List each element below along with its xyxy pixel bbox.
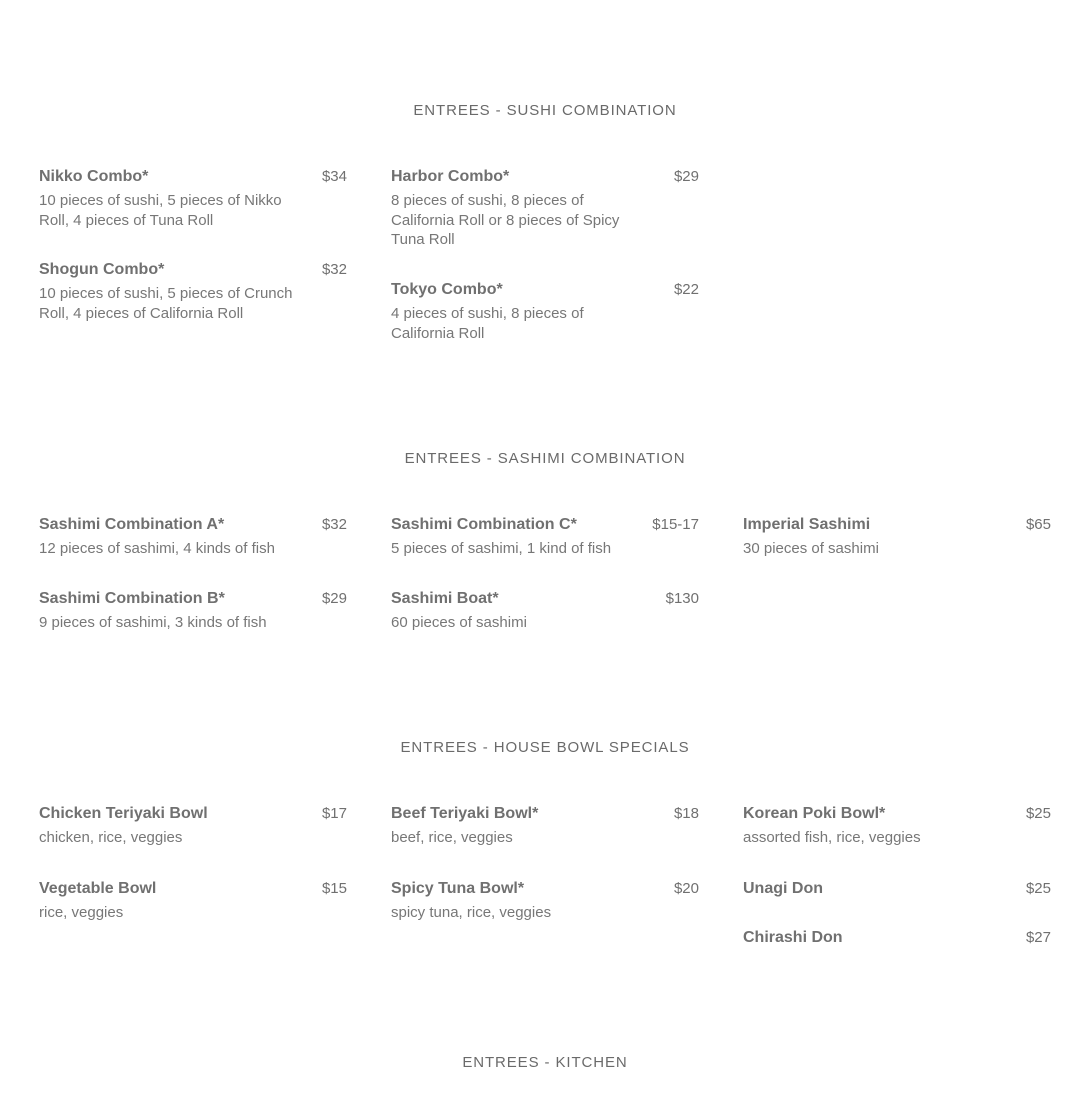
menu-item-price: $18 (673, 805, 699, 822)
menu-item-price: $15-17 (652, 516, 699, 533)
section-title-kitchen: ENTREES - KITCHEN (462, 1054, 628, 1071)
menu-item-vegetable-bowl (39, 879, 347, 923)
section-title-sushi-combination: ENTREES - SUSHI COMBINATION (413, 102, 677, 119)
menu-item-name: Shogun Combo* (39, 261, 165, 278)
menu-item-price: $27 (1025, 929, 1051, 946)
menu-item-name: Tokyo Combo* (391, 281, 503, 298)
menu-item-price: $65 (1025, 516, 1051, 533)
menu-item-price: $32 (321, 516, 347, 533)
menu-item-shogun-combo (39, 260, 347, 323)
menu-item-sashimi-combination-a (39, 515, 347, 559)
menu-item-name: Sashimi Combination A* (39, 516, 225, 533)
menu-item-description: 9 pieces of sashimi, 3 kinds of fish (39, 614, 267, 631)
menu-item-price: $130 (665, 590, 699, 607)
menu-item-name: Chirashi Don (743, 929, 843, 946)
menu-item-chicken-teriyaki-bowl (39, 804, 347, 848)
menu-item-sashimi-boat (391, 589, 699, 633)
menu-item-description: 5 pieces of sashimi, 1 kind of fish (391, 540, 612, 557)
menu-item-description: 4 pieces of sushi, 8 pieces of California Roll (391, 305, 584, 342)
menu-item-description: 30 pieces of sashimi (743, 540, 879, 557)
menu-item-sashimi-combination-b (39, 589, 347, 633)
menu-item-price: $32 (321, 261, 347, 278)
menu-item-description: 10 pieces of sushi, 5 pieces of Crunch Roll, 4 pieces of California Roll (39, 285, 293, 322)
menu-item-name: Vegetable Bowl (39, 880, 157, 897)
menu-item-description: 8 pieces of sushi, 8 pieces of California Roll or 8 pieces of Spicy Tuna Roll (391, 192, 620, 248)
menu-item-price: $22 (673, 281, 699, 298)
menu-item-description: 12 pieces of sashimi, 4 kinds of fish (39, 540, 275, 557)
menu-item-name: Beef Teriyaki Bowl* (391, 805, 539, 822)
section-title-sashimi-combination: ENTREES - SASHIMI COMBINATION (404, 450, 686, 467)
menu-item-name: Chicken Teriyaki Bowl (39, 805, 208, 822)
menu-item-spicy-tuna-bowl (391, 879, 699, 923)
menu-item-name: Unagi Don (743, 880, 823, 897)
menu-item-price: $34 (321, 168, 347, 185)
menu-item-name: Spicy Tuna Bowl* (391, 880, 525, 897)
menu-item-korean-poki-bowl (743, 804, 1051, 848)
menu-item-description: assorted fish, rice, veggies (743, 829, 921, 846)
menu-item-description: 60 pieces of sashimi (391, 614, 527, 631)
menu-item-description: spicy tuna, rice, veggies (391, 904, 552, 921)
menu-item-harbor-combo (391, 167, 699, 250)
menu-item-description: rice, veggies (39, 904, 124, 921)
menu-item-name: Sashimi Combination B* (39, 590, 225, 607)
menu-item-price: $20 (673, 880, 699, 897)
menu-item-price: $25 (1025, 805, 1051, 822)
menu-item-beef-teriyaki-bowl (391, 804, 699, 848)
menu-item-name: Harbor Combo* (391, 168, 510, 185)
menu-item-nikko-combo (39, 167, 347, 230)
menu-item-price: $29 (673, 168, 699, 185)
menu-item-name: Sashimi Boat* (391, 590, 499, 607)
menu-item-tokyo-combo (391, 280, 699, 343)
menu-item-name: Korean Poki Bowl* (743, 805, 886, 822)
menu-item-description: chicken, rice, veggies (39, 829, 183, 846)
menu-item-imperial-sashimi (743, 515, 1051, 559)
menu-item-description: beef, rice, veggies (391, 829, 513, 846)
menu-item-name: Sashimi Combination C* (391, 516, 577, 533)
menu-item-price: $17 (321, 805, 347, 822)
menu-item-sashimi-combination-c (391, 515, 699, 559)
menu-item-chirashi-don (743, 928, 1051, 948)
menu-item-name: Nikko Combo* (39, 168, 149, 185)
menu-item-price: $25 (1025, 880, 1051, 897)
menu-item-price: $29 (321, 590, 347, 607)
menu-item-description: 10 pieces of sushi, 5 pieces of Nikko Roll, 4 pieces of Tuna Roll (39, 192, 282, 229)
menu-item-price: $15 (321, 880, 347, 897)
menu-item-name: Imperial Sashimi (743, 516, 871, 533)
menu-item-unagi-don (743, 879, 1051, 899)
section-title-house-bowl-specials: ENTREES - HOUSE BOWL SPECIALS (400, 739, 690, 756)
